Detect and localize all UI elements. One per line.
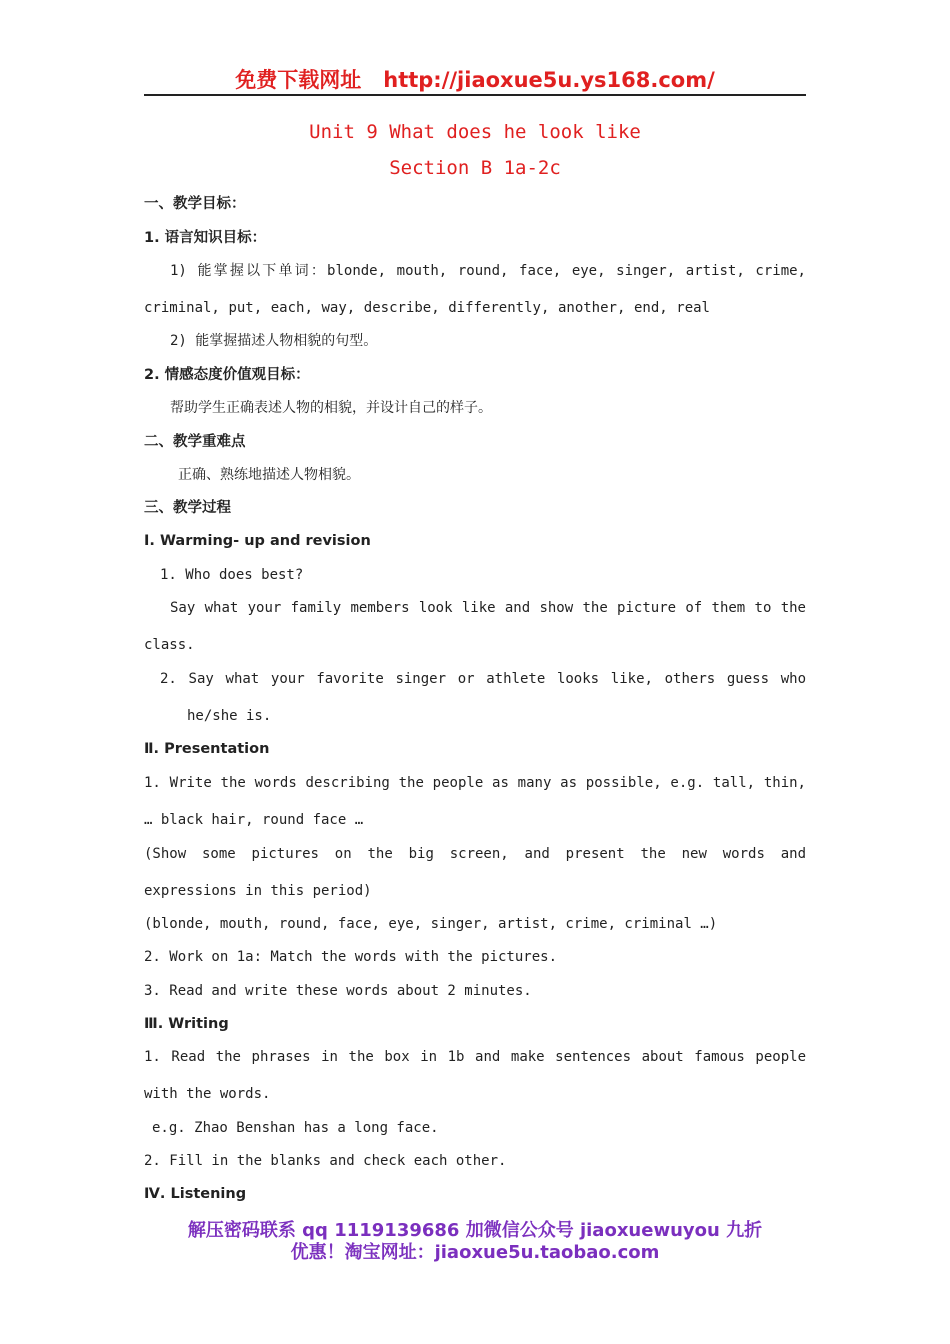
presentation-item-1-cont: … black hair, round face … xyxy=(144,812,364,828)
presentation-note: (Show some pictures on the big screen, and present the new words and xyxy=(144,846,806,862)
footer-line-1: 解压密码联系 qq 1119139686 加微信公众号 jiaoxuewuyou 九折 xyxy=(187,1220,763,1241)
attitude-text: 帮助学生正确表述人物的相貌，并设计自己的样子。 xyxy=(170,400,492,416)
presentation-item-1: 1. Write the words describing the people as many as possible, e.g. tall, thin, xyxy=(144,775,806,791)
presentation-note-cont: expressions in this period) xyxy=(144,883,372,899)
heading-writing: Ⅲ. Writing xyxy=(144,1016,229,1032)
writing-item-2: 2. Fill in the blanks and check each other. xyxy=(144,1153,507,1169)
heading-attitude: 2. 情感态度价值观目标： xyxy=(144,367,310,383)
heading-objectives: 一、教学目标： xyxy=(144,196,246,212)
heading-warming-up: Ⅰ. Warming- up and revision xyxy=(144,533,371,549)
presentation-item-2: 2. Work on 1a: Match the words with the pictures. xyxy=(144,949,558,965)
writing-item-1: 1. Read the phrases in the box in 1b and make sentences about famous people xyxy=(144,1049,806,1065)
header-url[interactable]: http://jiaoxue5u.ys168.com/ xyxy=(383,68,715,92)
title-section: Section B 1a-2c xyxy=(389,157,561,179)
objective-2: 2) 能掌握描述人物相貌的句型。 xyxy=(170,333,378,349)
warming-item-1: 1. Who does best? xyxy=(160,567,304,583)
title-unit: Unit 9 What does he look like xyxy=(309,121,641,143)
writing-example: e.g. Zhao Benshan has a long face. xyxy=(152,1120,439,1136)
heading-process: 三、教学过程 xyxy=(144,500,231,516)
presentation-item-3: 3. Read and write these words about 2 minutes. xyxy=(144,983,532,999)
heading-presentation: Ⅱ. Presentation xyxy=(144,741,270,757)
warming-item-1-text: Say what your family members look like and show the picture of them to the xyxy=(170,600,806,616)
presentation-words: (blonde, mouth, round, face, eye, singer, artist, crime, criminal …) xyxy=(144,916,718,932)
footer-line-2: 优惠！淘宝网址：jiaoxue5u.taobao.com xyxy=(290,1242,660,1263)
objective-1: 1) 能掌握以下单词：blonde, mouth, round, face, eye, singer, artist, crime, xyxy=(170,263,806,279)
warming-item-2-cont: he/she is. xyxy=(187,708,272,724)
writing-item-1-cont: with the words. xyxy=(144,1086,271,1102)
key-points-text: 正确、熟练地描述人物相貌。 xyxy=(178,467,360,483)
page-header xyxy=(144,66,806,96)
objective-1-cont: criminal, put, each, way, describe, differently, another, end, real xyxy=(144,300,710,316)
warming-item-1-cont: class. xyxy=(144,637,195,653)
heading-knowledge: 1. 语言知识目标： xyxy=(144,230,267,246)
heading-key-points: 二、教学重难点 xyxy=(144,434,246,450)
heading-listening: Ⅳ. Listening xyxy=(144,1186,247,1202)
warming-item-2: 2. Say what your favorite singer or athlete looks like, others guess who xyxy=(160,671,806,687)
header-label: 免费下载网址 xyxy=(235,68,362,92)
